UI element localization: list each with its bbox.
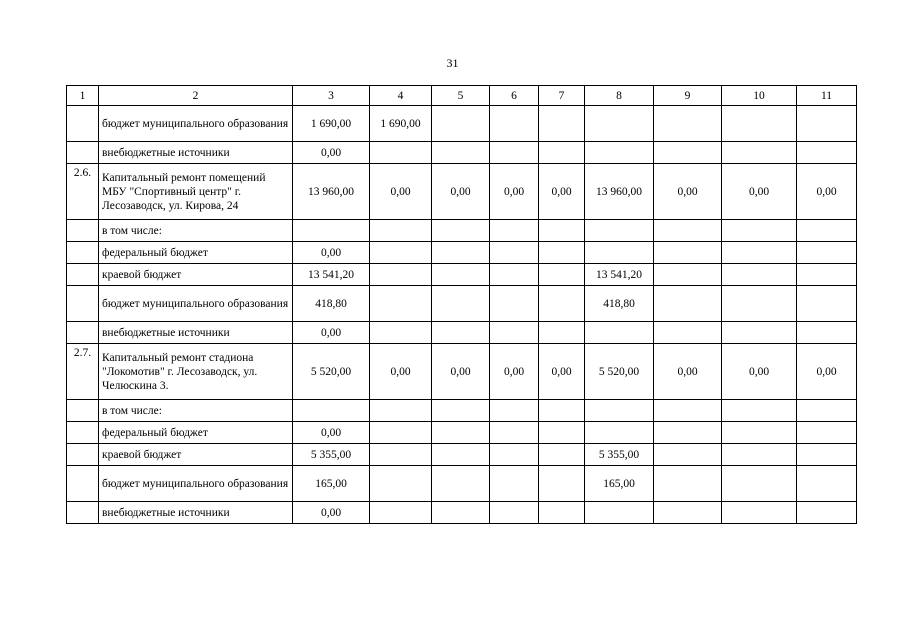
column-header-1: 1 xyxy=(67,86,99,106)
cell-col-7 xyxy=(539,400,585,422)
row-index xyxy=(67,242,99,264)
column-header-11: 11 xyxy=(797,86,857,106)
cell-col-10 xyxy=(722,220,797,242)
row-index xyxy=(67,444,99,466)
row-index xyxy=(67,142,99,164)
cell-col-7 xyxy=(539,466,585,502)
row-name: внебюджетные источники xyxy=(99,322,293,344)
table-row xyxy=(67,286,857,322)
cell-col-11 xyxy=(797,106,857,142)
table-row xyxy=(67,322,857,344)
cell-col-7 xyxy=(539,286,585,322)
cell-col-7 xyxy=(539,422,585,444)
cell-col-7: 0,00 xyxy=(539,164,585,220)
row-index xyxy=(67,220,99,242)
row-index xyxy=(67,502,99,524)
cell-col-9 xyxy=(654,502,722,524)
cell-col-9 xyxy=(654,444,722,466)
table-row xyxy=(67,344,857,400)
cell-col-10 xyxy=(722,322,797,344)
row-name: краевой бюджет xyxy=(99,264,293,286)
cell-col-6: 0,00 xyxy=(490,344,539,400)
cell-col-10 xyxy=(722,400,797,422)
table-row xyxy=(67,400,857,422)
cell-col-4 xyxy=(370,444,432,466)
cell-col-11 xyxy=(797,322,857,344)
cell-col-4 xyxy=(370,422,432,444)
cell-col-8 xyxy=(585,220,654,242)
cell-col-5 xyxy=(432,322,490,344)
cell-col-3: 165,00 xyxy=(293,466,370,502)
table-row xyxy=(67,106,857,142)
cell-col-6 xyxy=(490,142,539,164)
cell-col-8 xyxy=(585,106,654,142)
cell-col-7: 0,00 xyxy=(539,344,585,400)
cell-col-9 xyxy=(654,220,722,242)
table-row xyxy=(67,242,857,264)
cell-col-3: 0,00 xyxy=(293,422,370,444)
cell-col-6 xyxy=(490,322,539,344)
cell-col-9: 0,00 xyxy=(654,344,722,400)
table-body xyxy=(67,106,857,524)
cell-col-7 xyxy=(539,322,585,344)
cell-col-3: 1 690,00 xyxy=(293,106,370,142)
cell-col-11 xyxy=(797,264,857,286)
page-number: 31 xyxy=(446,56,459,70)
table-row xyxy=(67,466,857,502)
cell-col-7 xyxy=(539,502,585,524)
cell-col-5 xyxy=(432,400,490,422)
table-row xyxy=(67,422,857,444)
cell-col-8: 5 520,00 xyxy=(585,344,654,400)
cell-col-11 xyxy=(797,286,857,322)
cell-col-4: 0,00 xyxy=(370,344,432,400)
cell-col-11 xyxy=(797,400,857,422)
cell-col-9 xyxy=(654,142,722,164)
row-name: бюджет муниципального образования xyxy=(99,286,293,322)
row-name: Капитальный ремонт стадиона "Локомотив" г. Лесозаводск, ул. Челюскина 3. xyxy=(99,344,293,400)
cell-col-5 xyxy=(432,142,490,164)
cell-col-8 xyxy=(585,242,654,264)
table-row xyxy=(67,164,857,220)
cell-col-9 xyxy=(654,466,722,502)
cell-col-10 xyxy=(722,444,797,466)
cell-col-11: 0,00 xyxy=(797,344,857,400)
cell-col-3: 418,80 xyxy=(293,286,370,322)
cell-col-3 xyxy=(293,400,370,422)
row-index xyxy=(67,106,99,142)
column-header-10: 10 xyxy=(722,86,797,106)
cell-col-8 xyxy=(585,322,654,344)
row-name: в том числе: xyxy=(99,400,293,422)
cell-col-8: 165,00 xyxy=(585,466,654,502)
cell-col-8 xyxy=(585,422,654,444)
cell-col-5: 0,00 xyxy=(432,164,490,220)
column-header-3: 3 xyxy=(293,86,370,106)
row-index: 2.6. xyxy=(67,164,99,220)
cell-col-4: 0,00 xyxy=(370,164,432,220)
cell-col-3: 0,00 xyxy=(293,502,370,524)
cell-col-3: 0,00 xyxy=(293,242,370,264)
cell-col-8 xyxy=(585,400,654,422)
table-row xyxy=(67,220,857,242)
cell-col-11 xyxy=(797,220,857,242)
cell-col-4 xyxy=(370,466,432,502)
row-index xyxy=(67,322,99,344)
row-index xyxy=(67,466,99,502)
cell-col-11 xyxy=(797,502,857,524)
cell-col-8: 13 960,00 xyxy=(585,164,654,220)
cell-col-3: 13 541,20 xyxy=(293,264,370,286)
column-header-5: 5 xyxy=(432,86,490,106)
cell-col-9: 0,00 xyxy=(654,164,722,220)
cell-col-4 xyxy=(370,322,432,344)
cell-col-9 xyxy=(654,286,722,322)
cell-col-3: 5 355,00 xyxy=(293,444,370,466)
cell-col-11 xyxy=(797,466,857,502)
cell-col-5 xyxy=(432,422,490,444)
cell-col-9 xyxy=(654,264,722,286)
cell-col-4: 1 690,00 xyxy=(370,106,432,142)
row-name: внебюджетные источники xyxy=(99,502,293,524)
cell-col-8: 418,80 xyxy=(585,286,654,322)
row-name: бюджет муниципального образования xyxy=(99,466,293,502)
cell-col-9 xyxy=(654,242,722,264)
cell-col-4 xyxy=(370,400,432,422)
cell-col-6: 0,00 xyxy=(490,164,539,220)
row-name: федеральный бюджет xyxy=(99,422,293,444)
cell-col-4 xyxy=(370,286,432,322)
cell-col-4 xyxy=(370,502,432,524)
cell-col-3: 0,00 xyxy=(293,322,370,344)
row-index: 2.7. xyxy=(67,344,99,400)
cell-col-11 xyxy=(797,422,857,444)
cell-col-6 xyxy=(490,400,539,422)
cell-col-6 xyxy=(490,264,539,286)
row-name: внебюджетные источники xyxy=(99,142,293,164)
cell-col-3 xyxy=(293,220,370,242)
header-row xyxy=(67,86,857,106)
cell-col-5 xyxy=(432,286,490,322)
table-row xyxy=(67,502,857,524)
cell-col-10 xyxy=(722,106,797,142)
cell-col-9 xyxy=(654,422,722,444)
cell-col-10 xyxy=(722,242,797,264)
cell-col-11 xyxy=(797,142,857,164)
cell-col-5 xyxy=(432,264,490,286)
cell-col-11: 0,00 xyxy=(797,164,857,220)
cell-col-5 xyxy=(432,106,490,142)
table-row xyxy=(67,264,857,286)
cell-col-10 xyxy=(722,286,797,322)
cell-col-10 xyxy=(722,466,797,502)
cell-col-7 xyxy=(539,142,585,164)
cell-col-3: 13 960,00 xyxy=(293,164,370,220)
cell-col-3: 0,00 xyxy=(293,142,370,164)
cell-col-10 xyxy=(722,502,797,524)
cell-col-6 xyxy=(490,242,539,264)
table-row xyxy=(67,444,857,466)
cell-col-9 xyxy=(654,322,722,344)
cell-col-5 xyxy=(432,242,490,264)
cell-col-6 xyxy=(490,502,539,524)
cell-col-4 xyxy=(370,264,432,286)
row-index xyxy=(67,264,99,286)
column-header-7: 7 xyxy=(539,86,585,106)
cell-col-10 xyxy=(722,422,797,444)
row-name: бюджет муниципального образования xyxy=(99,106,293,142)
cell-col-8: 5 355,00 xyxy=(585,444,654,466)
cell-col-5 xyxy=(432,220,490,242)
cell-col-6 xyxy=(490,466,539,502)
row-name: краевой бюджет xyxy=(99,444,293,466)
column-header-8: 8 xyxy=(585,86,654,106)
cell-col-7 xyxy=(539,106,585,142)
cell-col-6 xyxy=(490,422,539,444)
cell-col-3: 5 520,00 xyxy=(293,344,370,400)
cell-col-5 xyxy=(432,444,490,466)
cell-col-6 xyxy=(490,106,539,142)
row-index xyxy=(67,422,99,444)
cell-col-10 xyxy=(722,142,797,164)
budget-table xyxy=(66,85,857,524)
cell-col-11 xyxy=(797,242,857,264)
cell-col-6 xyxy=(490,444,539,466)
cell-col-9 xyxy=(654,106,722,142)
cell-col-5: 0,00 xyxy=(432,344,490,400)
row-index xyxy=(67,286,99,322)
row-name: федеральный бюджет xyxy=(99,242,293,264)
cell-col-4 xyxy=(370,242,432,264)
cell-col-9 xyxy=(654,400,722,422)
cell-col-5 xyxy=(432,502,490,524)
cell-col-10: 0,00 xyxy=(722,164,797,220)
cell-col-7 xyxy=(539,444,585,466)
cell-col-4 xyxy=(370,220,432,242)
cell-col-5 xyxy=(432,466,490,502)
cell-col-6 xyxy=(490,220,539,242)
cell-col-7 xyxy=(539,220,585,242)
column-header-9: 9 xyxy=(654,86,722,106)
table-row xyxy=(67,142,857,164)
column-header-2: 2 xyxy=(99,86,293,106)
cell-col-8 xyxy=(585,142,654,164)
cell-col-8 xyxy=(585,502,654,524)
cell-col-7 xyxy=(539,242,585,264)
cell-col-8: 13 541,20 xyxy=(585,264,654,286)
row-name: Капитальный ремонт помещений МБУ "Спортивный центр" г. Лесозаводск, ул. Кирова, 24 xyxy=(99,164,293,220)
cell-col-11 xyxy=(797,444,857,466)
column-header-6: 6 xyxy=(490,86,539,106)
column-header-4: 4 xyxy=(370,86,432,106)
cell-col-10: 0,00 xyxy=(722,344,797,400)
cell-col-4 xyxy=(370,142,432,164)
row-index xyxy=(67,400,99,422)
cell-col-7 xyxy=(539,264,585,286)
row-name: в том числе: xyxy=(99,220,293,242)
cell-col-10 xyxy=(722,264,797,286)
cell-col-6 xyxy=(490,286,539,322)
